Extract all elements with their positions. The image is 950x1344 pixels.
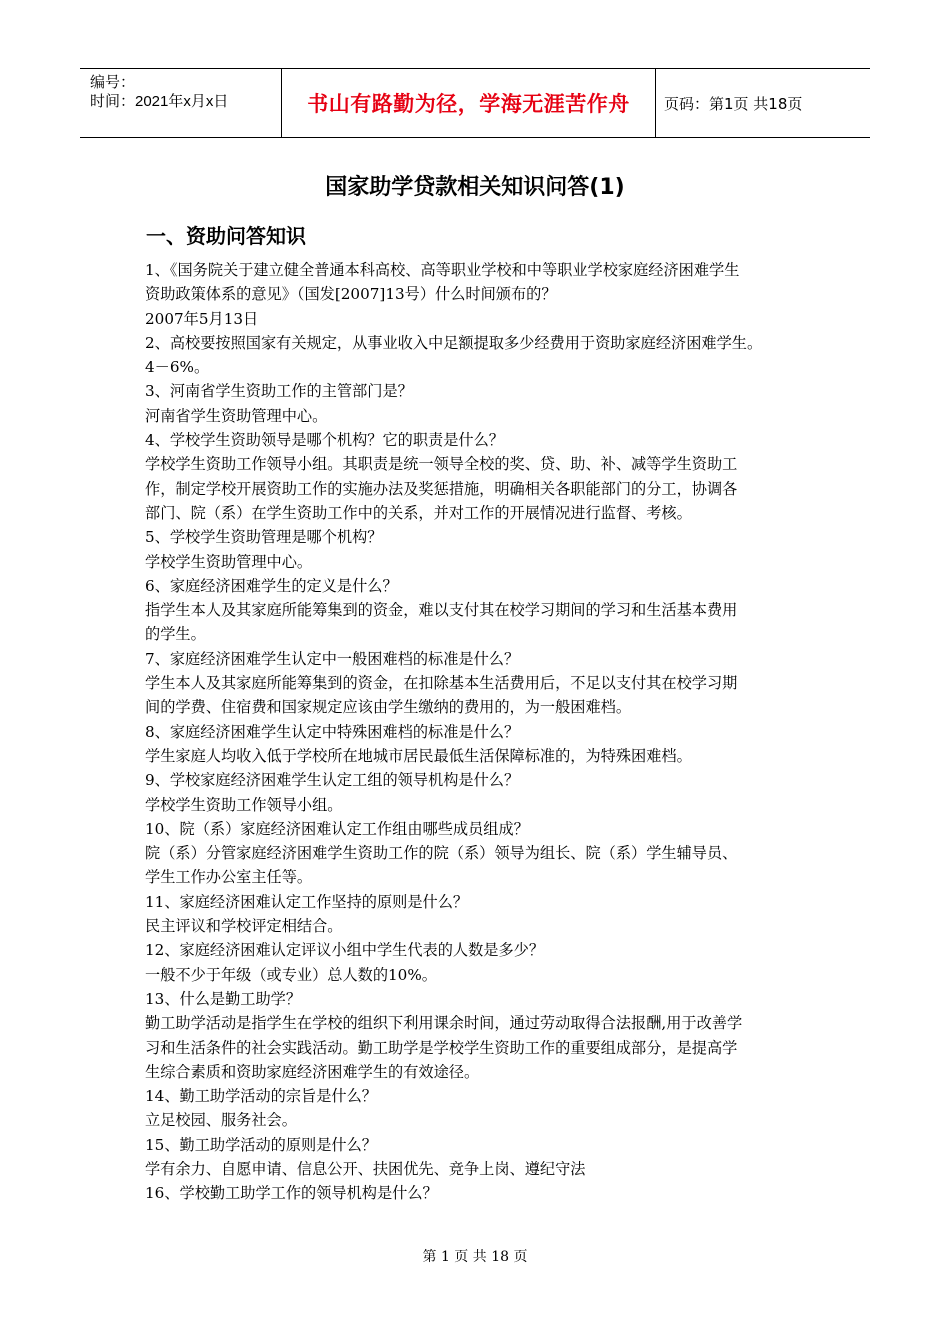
section-title: 一、资助问答知识 — [146, 224, 306, 248]
body-line: 学校学生资助工作领导小组。其职责是统一领导全校的奖、贷、助、补、减等学生资助工 — [145, 455, 738, 474]
header-meta — [80, 69, 282, 137]
body-line: 6、家庭经济困难学生的定义是什么？ — [145, 576, 398, 595]
body-line: 学生本人及其家庭所能筹集到的资金，在扣除基本生活费用后，不足以支付其在校学习期 — [145, 674, 738, 693]
body-line: 生综合素质和资助家庭经济困难学生的有效途径。 — [145, 1062, 480, 1081]
body-line: 立足校园、服务社会。 — [145, 1111, 297, 1130]
body-line: 指学生本人及其家庭所能筹集到的资金，难以支付其在校学习期间的学习和生活基本费用 — [145, 601, 738, 620]
body-line: 2、高校要按照国家有关规定，从事业收入中足额提取多少经费用于资助家庭经济困难学生。 — [145, 333, 763, 352]
body-line: 5、学校学生资助管理是哪个机构？ — [145, 528, 383, 547]
body-line: 院（系）分管家庭经济困难学生资助工作的院（系）领导为组长、院（系）学生辅导员、 — [145, 844, 738, 863]
body-line: 16、学校勤工助学工作的领导机构是什么？ — [145, 1184, 438, 1203]
body-line: 河南省学生资助管理中心。 — [145, 406, 328, 425]
number-label: 编号： — [90, 74, 136, 91]
body-line: 3、河南省学生资助工作的主管部门是？ — [145, 382, 413, 401]
body-line: 学校学生资助管理中心。 — [145, 552, 313, 571]
body-line: 4－6%。 — [145, 358, 210, 377]
page-footer: 第 1 页 共 18 页 — [422, 1249, 528, 1265]
body-line: 学有余力、自愿申请、信息公开、扶困优先、竞争上岗、遵纪守法 — [145, 1159, 586, 1178]
document-title: 国家助学贷款相关知识问答(1) — [325, 175, 625, 200]
header-page-info: 页码：第1页 共18页 — [664, 94, 803, 113]
body-line: 14、勤工助学活动的宗旨是什么？ — [145, 1087, 377, 1106]
body-line: 学生家庭人均收入低于学校所在地城市居民最低生活保障标准的，为特殊困难档。 — [145, 746, 692, 765]
body-line: 勤工助学活动是指学生在学校的组织下利用课余时间，通过劳动取得合法报酬,用于改善学 — [145, 1014, 743, 1033]
date-label: 时间：2021年x月x日 — [90, 93, 229, 110]
body-line: 习和生活条件的社会实践活动。勤工助学是学校学生资助工作的重要组成部分，是提高学 — [145, 1038, 738, 1057]
header-motto: 书山有路勤为径，学海无涯苦作舟 — [282, 69, 656, 137]
body-line: 作，制定学校开展资助工作的实施办法及奖惩措施，明确相关各职能部门的分工，协调各 — [145, 479, 738, 498]
body-line: 10、院（系）家庭经济困难认定工作组由哪些成员组成？ — [145, 819, 529, 838]
body-line: 8、家庭经济困难学生认定中特殊困难档的标准是什么？ — [145, 722, 520, 741]
page-header — [80, 68, 870, 138]
body-line: 11、家庭经济困难认定工作坚持的原则是什么？ — [145, 892, 469, 911]
body-line: 12、家庭经济困难认定评议小组中学生代表的人数是多少？ — [145, 941, 545, 960]
body-line: 1、《国务院关于建立健全普通本科高校、高等职业学校和中等职业学校家庭经济困难学生 — [145, 261, 740, 279]
body-line: 民主评议和学校评定相结合。 — [145, 917, 343, 936]
body-line: 间的学费、住宿费和国家规定应该由学生缴纳的费用的，为一般困难档。 — [145, 698, 631, 717]
body-line: 部门、院（系）在学生资助工作中的关系，并对工作的开展情况进行监督、考核。 — [145, 503, 692, 522]
body-line: 的学生。 — [145, 625, 206, 644]
body-line: 15、勤工助学活动的原则是什么？ — [145, 1135, 377, 1154]
body-line: 一般不少于年级（或专业）总人数的10%。 — [145, 965, 437, 984]
body-line: 4、学校学生资助领导是哪个机构？它的职责是什么？ — [145, 431, 504, 450]
document-body — [145, 258, 825, 1206]
body-line: 7、家庭经济困难学生认定中一般困难档的标准是什么？ — [145, 649, 520, 668]
body-line: 学校学生资助工作领导小组。 — [145, 795, 343, 814]
body-line: 学生工作办公室主任等。 — [145, 868, 313, 887]
body-line: 13、什么是勤工助学？ — [145, 989, 302, 1008]
body-line: 资助政策体系的意见》（国发[2007]13号）什么时间颁布的？ — [145, 285, 557, 304]
body-line: 2007年5月13日 — [145, 309, 259, 328]
body-line: 9、学校家庭经济困难学生认定工组的领导机构是什么？ — [145, 771, 520, 790]
